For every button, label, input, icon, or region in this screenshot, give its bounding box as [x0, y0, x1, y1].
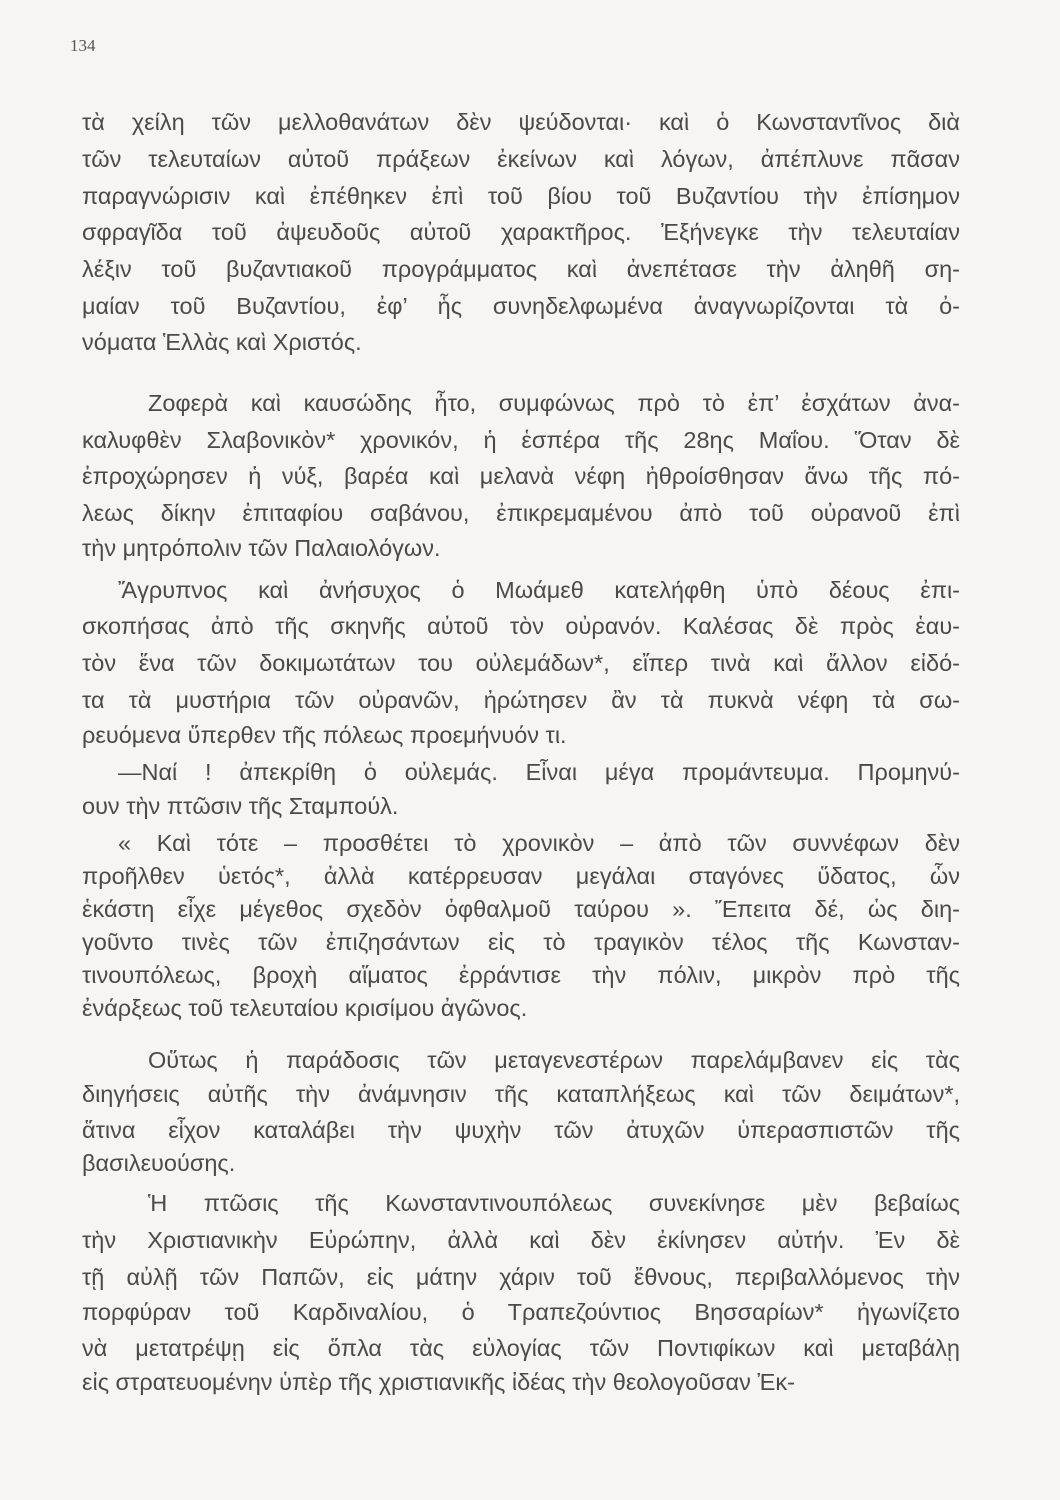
- text-line: Οὕτως ἡ παράδοσις τῶν μεταγενεστέρων παρελάμβανεν εἰς τὰς: [148, 1047, 960, 1073]
- text-line: νόματα Ἑλλὰς καὶ Χριστός.: [82, 329, 362, 355]
- text-line: μαίαν τοῦ Βυζαντίου, ἐφ’ ἧς συνηδελφωμένα ἀναγνωρίζονται τὰ ὀ-: [82, 293, 960, 319]
- page-number: 134: [70, 36, 96, 55]
- text-line: —Ναί ! ἀπεκρίθη ὁ οὐλεμάς. Εἶναι μέγα προμάντευμα. Προμηνύ-: [118, 759, 960, 785]
- text-line: ἐνάρξεως τοῦ τελευταίου κρισίμου ἀγῶνος.: [82, 995, 528, 1021]
- text-line: Ἡ πτῶσις τῆς Κωνσταντινουπόλεως συνεκίνησε μὲν βεβαίως: [148, 1190, 960, 1216]
- text-line: σκοπήσας ἀπὸ τῆς σκηνῆς αὐτοῦ τὸν οὐρανόν. Καλέσας δὲ πρὸς ἑαυ-: [82, 613, 960, 639]
- text-line: ἑκάστη εἶχε μέγεθος σχεδὸν ὀφθαλμοῦ ταύρου ». Ἔπειτα δέ, ὡς διη-: [82, 896, 960, 922]
- text-line: τὰ χείλη τῶν μελλοθανάτων δὲν ψεύδονται· καὶ ὁ Κωνσταντῖνος διὰ: [82, 109, 960, 135]
- text-line: γοῦντο τινὲς τῶν ἐπιζησάντων εἰς τὸ τραγικὸν τέλος τῆς Κωνσταν-: [82, 929, 960, 955]
- text-line: λέξιν τοῦ βυζαντιακοῦ προγράμματος καὶ ἀνεπέτασε τὴν ἀληθῆ ση-: [82, 256, 960, 282]
- text-line: λεως δίκην ἐπιταφίου σαβάνου, ἐπικρεμαμένου ἀπὸ τοῦ οὐρανοῦ ἐπὶ: [82, 500, 960, 526]
- text-line: τα τὰ μυστήρια τῶν οὐρανῶν, ἠρώτησεν ἂν τὰ πυκνὰ νέφη τὰ σω-: [82, 687, 960, 713]
- text-line: προῆλθεν ὑετός*, ἀλλὰ κατέρρευσαν μεγάλαι σταγόνες ὕδατος, ὧν: [82, 863, 960, 889]
- text-line: εἰς στρατευομένην ὑπὲρ τῆς χριστιανικῆς ἰδέας τὴν θεολογοῦσαν Ἐκ-: [82, 1369, 795, 1395]
- text-line: σφραγῖδα τοῦ ἀψευδοῦς αὐτοῦ χαρακτῆρος. Ἐξήνεγκε τὴν τελευταίαν: [82, 219, 960, 245]
- text-line: νὰ μετατρέψῃ εἰς ὅπλα τὰς εὐλογίας τῶν Ποντιφίκων καὶ μεταβάλῃ: [82, 1335, 960, 1361]
- text-line: τῇ αὐλῇ τῶν Παπῶν, εἰς μάτην χάριν τοῦ ἔθνους, περιβαλλόμενος τὴν: [82, 1264, 960, 1290]
- text-line: ουν τὴν πτῶσιν τῆς Σταμπούλ.: [82, 793, 399, 819]
- text-line: καλυφθὲν Σλαβονικὸν* χρονικόν, ἡ ἑσπέρα τῆς 28ης Μαΐου. Ὅταν δὲ: [82, 427, 960, 453]
- text-line: παραγνώρισιν καὶ ἐπέθηκεν ἐπὶ τοῦ βίου τοῦ Βυζαντίου τὴν ἐπίσημον: [82, 183, 960, 209]
- text-line: ρευόμενα ὕπερθεν τῆς πόλεως προεμήνυόν τι.: [82, 722, 567, 748]
- text-line: βασιλευούσης.: [82, 1150, 236, 1176]
- text-line: τῶν τελευταίων αὐτοῦ πράξεων ἐκείνων καὶ λόγων, ἀπέπλυνε πᾶσαν: [82, 146, 960, 172]
- text-line: τινουπόλεως, βροχὴ αἵματος ἐρράντισε τὴν πόλιν, μικρὸν πρὸ τῆς: [82, 962, 960, 988]
- text-line: τὴν μητρόπολιν τῶν Παλαιολόγων.: [82, 535, 441, 561]
- text-line: τὴν Χριστιανικὴν Εὐρώπην, ἀλλὰ καὶ δὲν ἐκίνησεν αὐτήν. Ἐν δὲ: [82, 1227, 960, 1253]
- text-line: διηγήσεις αὐτῆς τὴν ἀνάμνησιν τῆς καταπλήξεως καὶ τῶν δειμάτων*,: [82, 1081, 960, 1107]
- text-line: πορφύραν τοῦ Καρδιναλίου, ὁ Τραπεζούντιος Βησσαρίων* ἠγωνίζετο: [82, 1299, 960, 1325]
- text-line: ἅτινα εἶχον καταλάβει τὴν ψυχὴν τῶν ἀτυχῶν ὑπερασπιστῶν τῆς: [82, 1117, 960, 1143]
- text-line: Ζοφερὰ καὶ καυσώδης ἦτο, συμφώνως πρὸ τὸ ἐπ’ ἐσχάτων ἀνα-: [148, 390, 960, 416]
- text-line: τὸν ἕνα τῶν δοκιμωτάτων του οὐλεμάδων*, εἴπερ τινὰ καὶ ἄλλον εἰδό-: [82, 650, 960, 676]
- text-line: Ἄγρυπνος καὶ ἀνήσυχος ὁ Μωάμεθ κατελήφθη ὑπὸ δέους ἐπι-: [118, 577, 960, 603]
- text-line: ἐπροχώρησεν ἡ νύξ, βαρέα καὶ μελανὰ νέφη ἠθροίσθησαν ἄνω τῆς πό-: [82, 463, 960, 489]
- text-line: « Καὶ τότε – προσθέτει τὸ χρονικὸν – ἀπὸ τῶν συννέφων δὲν: [118, 830, 960, 856]
